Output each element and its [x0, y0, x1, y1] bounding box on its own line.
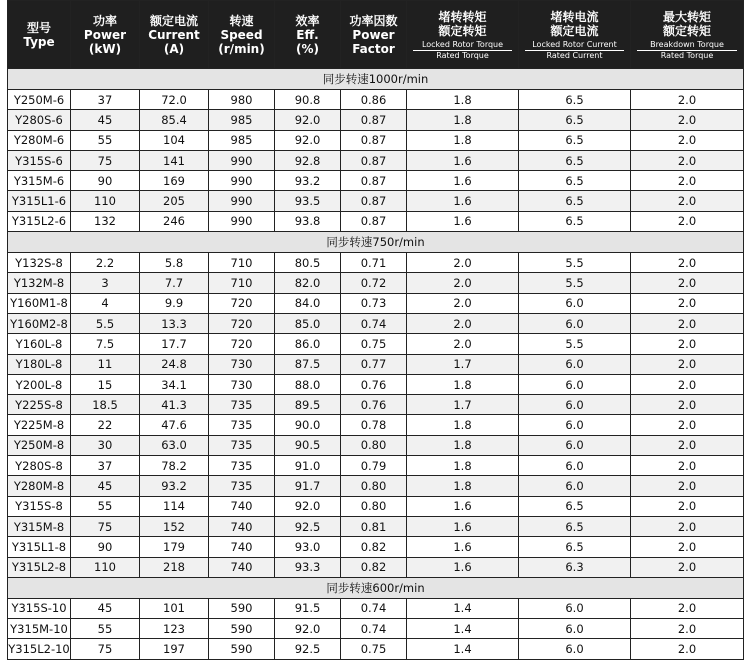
cell-locked-rotor-torque: 1.6 [407, 191, 519, 211]
cell-power-factor: 0.86 [341, 90, 407, 110]
cell-power-factor: 0.81 [341, 516, 407, 536]
cell-locked-rotor-torque: 1.6 [407, 557, 519, 577]
cell-locked-rotor-torque: 1.8 [407, 130, 519, 150]
cell-speed: 720 [209, 334, 275, 354]
cell-speed: 990 [209, 211, 275, 231]
cell-power-factor: 0.87 [341, 150, 407, 170]
cell-locked-rotor-current: 6.5 [519, 537, 631, 557]
cell-speed: 990 [209, 191, 275, 211]
cell-breakdown-torque: 2.0 [631, 191, 744, 211]
cell-efficiency: 93.8 [275, 211, 341, 231]
cell-type: Y315S-8 [8, 496, 71, 516]
cell-type: Y315L2-10 [8, 639, 71, 659]
cell-power: 45 [71, 110, 140, 130]
cell-type: Y315M-8 [8, 516, 71, 536]
cell-locked-rotor-torque: 1.8 [407, 476, 519, 496]
cell-locked-rotor-torque: 1.7 [407, 395, 519, 415]
cell-efficiency: 80.5 [275, 253, 341, 273]
cell-efficiency: 90.5 [275, 435, 341, 455]
cell-power: 75 [71, 639, 140, 659]
cell-efficiency: 85.0 [275, 313, 341, 333]
cell-power: 3 [71, 273, 140, 293]
header-locked-rotor-torque: 堵转转矩 额定转矩 Locked Rotor Torque Rated Torque [407, 1, 519, 69]
cell-power-factor: 0.78 [341, 415, 407, 435]
cell-current: 104 [140, 130, 209, 150]
cell-locked-rotor-torque: 1.7 [407, 354, 519, 374]
cell-power: 55 [71, 130, 140, 150]
cell-current: 123 [140, 619, 209, 639]
table-body [8, 69, 744, 660]
cell-type: Y315M-6 [8, 171, 71, 191]
cell-speed: 990 [209, 150, 275, 170]
cell-current: 34.1 [140, 374, 209, 394]
cell-breakdown-torque: 2.0 [631, 374, 744, 394]
cell-speed: 740 [209, 496, 275, 516]
cell-current: 17.7 [140, 334, 209, 354]
cell-efficiency: 92.5 [275, 639, 341, 659]
cell-efficiency: 93.2 [275, 171, 341, 191]
cell-power: 75 [71, 150, 140, 170]
table-row [8, 273, 744, 293]
cell-current: 197 [140, 639, 209, 659]
cell-locked-rotor-current: 6.0 [519, 395, 631, 415]
cell-type: Y160M1-8 [8, 293, 71, 313]
cell-type: Y315L1-8 [8, 537, 71, 557]
cell-current: 93.2 [140, 476, 209, 496]
table-row [8, 293, 744, 313]
table-row [8, 191, 744, 211]
cell-locked-rotor-current: 6.5 [519, 150, 631, 170]
cell-locked-rotor-current: 6.5 [519, 516, 631, 536]
cell-type: Y180L-8 [8, 354, 71, 374]
cell-power: 90 [71, 537, 140, 557]
cell-locked-rotor-torque: 1.6 [407, 537, 519, 557]
cell-type: Y315L1-6 [8, 191, 71, 211]
cell-efficiency: 92.0 [275, 110, 341, 130]
cell-speed: 735 [209, 435, 275, 455]
cell-power: 30 [71, 435, 140, 455]
cell-current: 9.9 [140, 293, 209, 313]
cell-type: Y160M2-8 [8, 313, 71, 333]
cell-locked-rotor-current: 6.3 [519, 557, 631, 577]
cell-power: 7.5 [71, 334, 140, 354]
cell-locked-rotor-current: 6.0 [519, 415, 631, 435]
table-row [8, 395, 744, 415]
cell-power: 22 [71, 415, 140, 435]
cell-efficiency: 92.0 [275, 619, 341, 639]
cell-breakdown-torque: 2.0 [631, 313, 744, 333]
cell-locked-rotor-torque: 1.8 [407, 415, 519, 435]
cell-speed: 590 [209, 639, 275, 659]
cell-breakdown-torque: 2.0 [631, 150, 744, 170]
cell-speed: 735 [209, 476, 275, 496]
cell-speed: 990 [209, 171, 275, 191]
cell-locked-rotor-torque: 2.0 [407, 334, 519, 354]
cell-locked-rotor-current: 6.0 [519, 313, 631, 333]
cell-power: 110 [71, 191, 140, 211]
cell-power: 5.5 [71, 313, 140, 333]
cell-locked-rotor-torque: 1.8 [407, 90, 519, 110]
cell-locked-rotor-torque: 2.0 [407, 293, 519, 313]
cell-speed: 740 [209, 537, 275, 557]
cell-breakdown-torque: 2.0 [631, 130, 744, 150]
cell-speed: 590 [209, 598, 275, 618]
cell-efficiency: 84.0 [275, 293, 341, 313]
cell-locked-rotor-current: 6.0 [519, 293, 631, 313]
cell-locked-rotor-torque: 1.8 [407, 435, 519, 455]
speed-group-header [8, 69, 744, 90]
cell-breakdown-torque: 2.0 [631, 415, 744, 435]
cell-speed: 710 [209, 273, 275, 293]
cell-locked-rotor-current: 6.5 [519, 496, 631, 516]
cell-efficiency: 86.0 [275, 334, 341, 354]
cell-power: 55 [71, 496, 140, 516]
cell-power: 75 [71, 516, 140, 536]
cell-power-factor: 0.73 [341, 293, 407, 313]
table-row [8, 557, 744, 577]
cell-power-factor: 0.74 [341, 313, 407, 333]
table-row [8, 334, 744, 354]
cell-speed: 735 [209, 415, 275, 435]
table-row [8, 516, 744, 536]
cell-type: Y315L2-6 [8, 211, 71, 231]
table-row [8, 110, 744, 130]
cell-locked-rotor-current: 5.5 [519, 253, 631, 273]
cell-power-factor: 0.79 [341, 456, 407, 476]
cell-efficiency: 92.0 [275, 496, 341, 516]
cell-locked-rotor-current: 6.0 [519, 354, 631, 374]
cell-power-factor: 0.76 [341, 374, 407, 394]
table-row [8, 354, 744, 374]
header-type: 型号 Type [8, 1, 71, 69]
cell-power-factor: 0.87 [341, 171, 407, 191]
cell-breakdown-torque: 2.0 [631, 171, 744, 191]
cell-breakdown-torque: 2.0 [631, 557, 744, 577]
cell-power: 55 [71, 619, 140, 639]
cell-current: 5.8 [140, 253, 209, 273]
table-row [8, 496, 744, 516]
cell-current: 13.3 [140, 313, 209, 333]
cell-speed: 590 [209, 619, 275, 639]
cell-breakdown-torque: 2.0 [631, 537, 744, 557]
cell-type: Y315S-10 [8, 598, 71, 618]
cell-locked-rotor-current: 6.0 [519, 435, 631, 455]
table-row [8, 639, 744, 659]
cell-current: 47.6 [140, 415, 209, 435]
cell-power: 110 [71, 557, 140, 577]
cell-locked-rotor-current: 6.0 [519, 598, 631, 618]
cell-power-factor: 0.87 [341, 191, 407, 211]
cell-breakdown-torque: 2.0 [631, 273, 744, 293]
cell-power-factor: 0.82 [341, 537, 407, 557]
cell-speed: 730 [209, 354, 275, 374]
cell-type: Y160L-8 [8, 334, 71, 354]
cell-power: 37 [71, 456, 140, 476]
cell-power: 45 [71, 598, 140, 618]
cell-locked-rotor-torque: 1.8 [407, 456, 519, 476]
cell-locked-rotor-current: 6.5 [519, 211, 631, 231]
cell-locked-rotor-current: 6.0 [519, 639, 631, 659]
cell-power-factor: 0.80 [341, 496, 407, 516]
speed-group-title: 同步转速600r/min [8, 577, 744, 598]
cell-power-factor: 0.80 [341, 476, 407, 496]
header-power-factor: 功率因数 Power Factor [341, 1, 407, 69]
header-locked-rotor-current: 堵转电流 额定电流 Locked Rotor Current Rated Current [519, 1, 631, 69]
cell-power: 18.5 [71, 395, 140, 415]
cell-locked-rotor-torque: 1.6 [407, 150, 519, 170]
cell-breakdown-torque: 2.0 [631, 496, 744, 516]
table-row [8, 476, 744, 496]
cell-speed: 735 [209, 395, 275, 415]
table-row [8, 171, 744, 191]
cell-locked-rotor-current: 6.0 [519, 619, 631, 639]
cell-power: 45 [71, 476, 140, 496]
cell-efficiency: 92.8 [275, 150, 341, 170]
cell-current: 246 [140, 211, 209, 231]
table-row [8, 537, 744, 557]
speed-group-header [8, 232, 744, 253]
cell-locked-rotor-torque: 2.0 [407, 273, 519, 293]
cell-power-factor: 0.80 [341, 435, 407, 455]
cell-locked-rotor-torque: 1.8 [407, 110, 519, 130]
cell-type: Y200L-8 [8, 374, 71, 394]
cell-breakdown-torque: 2.0 [631, 293, 744, 313]
cell-efficiency: 93.5 [275, 191, 341, 211]
cell-type: Y315S-6 [8, 150, 71, 170]
cell-power-factor: 0.76 [341, 395, 407, 415]
cell-speed: 735 [209, 456, 275, 476]
cell-breakdown-torque: 2.0 [631, 598, 744, 618]
cell-type: Y225M-8 [8, 415, 71, 435]
cell-breakdown-torque: 2.0 [631, 354, 744, 374]
cell-breakdown-torque: 2.0 [631, 639, 744, 659]
header-power: 功率 Power (kW) [71, 1, 140, 69]
cell-power: 15 [71, 374, 140, 394]
cell-locked-rotor-torque: 1.4 [407, 639, 519, 659]
cell-power-factor: 0.87 [341, 211, 407, 231]
cell-power: 37 [71, 90, 140, 110]
cell-efficiency: 92.0 [275, 130, 341, 150]
cell-locked-rotor-torque: 1.8 [407, 374, 519, 394]
cell-speed: 740 [209, 557, 275, 577]
cell-type: Y280S-8 [8, 456, 71, 476]
cell-locked-rotor-torque: 2.0 [407, 313, 519, 333]
table-row [8, 90, 744, 110]
cell-locked-rotor-current: 6.5 [519, 171, 631, 191]
cell-power: 132 [71, 211, 140, 231]
cell-type: Y280S-6 [8, 110, 71, 130]
cell-speed: 740 [209, 516, 275, 536]
cell-speed: 720 [209, 313, 275, 333]
cell-power: 11 [71, 354, 140, 374]
cell-current: 169 [140, 171, 209, 191]
cell-current: 7.7 [140, 273, 209, 293]
cell-speed: 720 [209, 293, 275, 313]
cell-power-factor: 0.72 [341, 273, 407, 293]
cell-current: 101 [140, 598, 209, 618]
table-row [8, 598, 744, 618]
header-breakdown-torque: 最大转矩 额定转矩 Breakdown Torque Rated Torque [631, 1, 744, 69]
header-efficiency: 效率 Eff. (%) [275, 1, 341, 69]
cell-efficiency: 91.0 [275, 456, 341, 476]
cell-breakdown-torque: 2.0 [631, 456, 744, 476]
cell-locked-rotor-torque: 1.4 [407, 619, 519, 639]
table-row [8, 415, 744, 435]
cell-breakdown-torque: 2.0 [631, 476, 744, 496]
cell-power-factor: 0.75 [341, 334, 407, 354]
cell-type: Y250M-8 [8, 435, 71, 455]
cell-power-factor: 0.75 [341, 639, 407, 659]
cell-locked-rotor-current: 5.5 [519, 273, 631, 293]
cell-locked-rotor-torque: 1.6 [407, 171, 519, 191]
table-row [8, 211, 744, 231]
cell-power-factor: 0.87 [341, 110, 407, 130]
cell-power-factor: 0.71 [341, 253, 407, 273]
table-row [8, 435, 744, 455]
speed-group-title: 同步转速1000r/min [8, 69, 744, 90]
cell-breakdown-torque: 2.0 [631, 211, 744, 231]
cell-efficiency: 90.0 [275, 415, 341, 435]
table-row [8, 150, 744, 170]
header-speed: 转速 Speed (r/min) [209, 1, 275, 69]
cell-power: 90 [71, 171, 140, 191]
cell-breakdown-torque: 2.0 [631, 435, 744, 455]
table-row [8, 253, 744, 273]
cell-locked-rotor-current: 6.0 [519, 374, 631, 394]
cell-efficiency: 93.3 [275, 557, 341, 577]
cell-efficiency: 92.5 [275, 516, 341, 536]
cell-locked-rotor-current: 6.5 [519, 90, 631, 110]
cell-efficiency: 87.5 [275, 354, 341, 374]
cell-locked-rotor-torque: 1.6 [407, 516, 519, 536]
cell-power-factor: 0.77 [341, 354, 407, 374]
cell-current: 85.4 [140, 110, 209, 130]
table-row [8, 619, 744, 639]
cell-type: Y280M-8 [8, 476, 71, 496]
table-row [8, 374, 744, 394]
cell-efficiency: 91.7 [275, 476, 341, 496]
cell-speed: 985 [209, 110, 275, 130]
cell-efficiency: 88.0 [275, 374, 341, 394]
cell-efficiency: 90.8 [275, 90, 341, 110]
cell-locked-rotor-current: 6.5 [519, 130, 631, 150]
cell-type: Y132M-8 [8, 273, 71, 293]
cell-efficiency: 91.5 [275, 598, 341, 618]
cell-breakdown-torque: 2.0 [631, 619, 744, 639]
cell-current: 205 [140, 191, 209, 211]
cell-locked-rotor-torque: 1.6 [407, 496, 519, 516]
header-current: 额定电流 Current (A) [140, 1, 209, 69]
cell-current: 218 [140, 557, 209, 577]
table-row [8, 313, 744, 333]
cell-current: 78.2 [140, 456, 209, 476]
cell-locked-rotor-current: 5.5 [519, 334, 631, 354]
cell-locked-rotor-torque: 1.4 [407, 598, 519, 618]
cell-power-factor: 0.74 [341, 619, 407, 639]
motor-spec-table [7, 0, 744, 660]
cell-breakdown-torque: 2.0 [631, 334, 744, 354]
cell-speed: 710 [209, 253, 275, 273]
cell-breakdown-torque: 2.0 [631, 516, 744, 536]
cell-type: Y250M-6 [8, 90, 71, 110]
cell-efficiency: 82.0 [275, 273, 341, 293]
cell-power: 2.2 [71, 253, 140, 273]
cell-current: 41.3 [140, 395, 209, 415]
cell-speed: 980 [209, 90, 275, 110]
cell-power-factor: 0.87 [341, 130, 407, 150]
cell-locked-rotor-current: 6.0 [519, 476, 631, 496]
cell-locked-rotor-current: 6.0 [519, 456, 631, 476]
cell-speed: 730 [209, 374, 275, 394]
cell-type: Y280M-6 [8, 130, 71, 150]
cell-power-factor: 0.74 [341, 598, 407, 618]
cell-locked-rotor-current: 6.5 [519, 191, 631, 211]
cell-efficiency: 89.5 [275, 395, 341, 415]
header-row [8, 1, 744, 69]
cell-current: 152 [140, 516, 209, 536]
cell-current: 63.0 [140, 435, 209, 455]
cell-type: Y132S-8 [8, 253, 71, 273]
table-row [8, 456, 744, 476]
cell-efficiency: 93.0 [275, 537, 341, 557]
cell-locked-rotor-current: 6.5 [519, 110, 631, 130]
speed-group-title: 同步转速750r/min [8, 232, 744, 253]
cell-current: 72.0 [140, 90, 209, 110]
cell-current: 141 [140, 150, 209, 170]
cell-breakdown-torque: 2.0 [631, 90, 744, 110]
cell-type: Y225S-8 [8, 395, 71, 415]
table-row [8, 130, 744, 150]
cell-type: Y315M-10 [8, 619, 71, 639]
cell-power: 4 [71, 293, 140, 313]
cell-breakdown-torque: 2.0 [631, 110, 744, 130]
cell-current: 114 [140, 496, 209, 516]
cell-locked-rotor-torque: 2.0 [407, 253, 519, 273]
cell-breakdown-torque: 2.0 [631, 395, 744, 415]
cell-current: 179 [140, 537, 209, 557]
cell-current: 24.8 [140, 354, 209, 374]
cell-type: Y315L2-8 [8, 557, 71, 577]
cell-power-factor: 0.82 [341, 557, 407, 577]
cell-locked-rotor-torque: 1.6 [407, 211, 519, 231]
cell-breakdown-torque: 2.0 [631, 253, 744, 273]
cell-speed: 985 [209, 130, 275, 150]
speed-group-header [8, 577, 744, 598]
